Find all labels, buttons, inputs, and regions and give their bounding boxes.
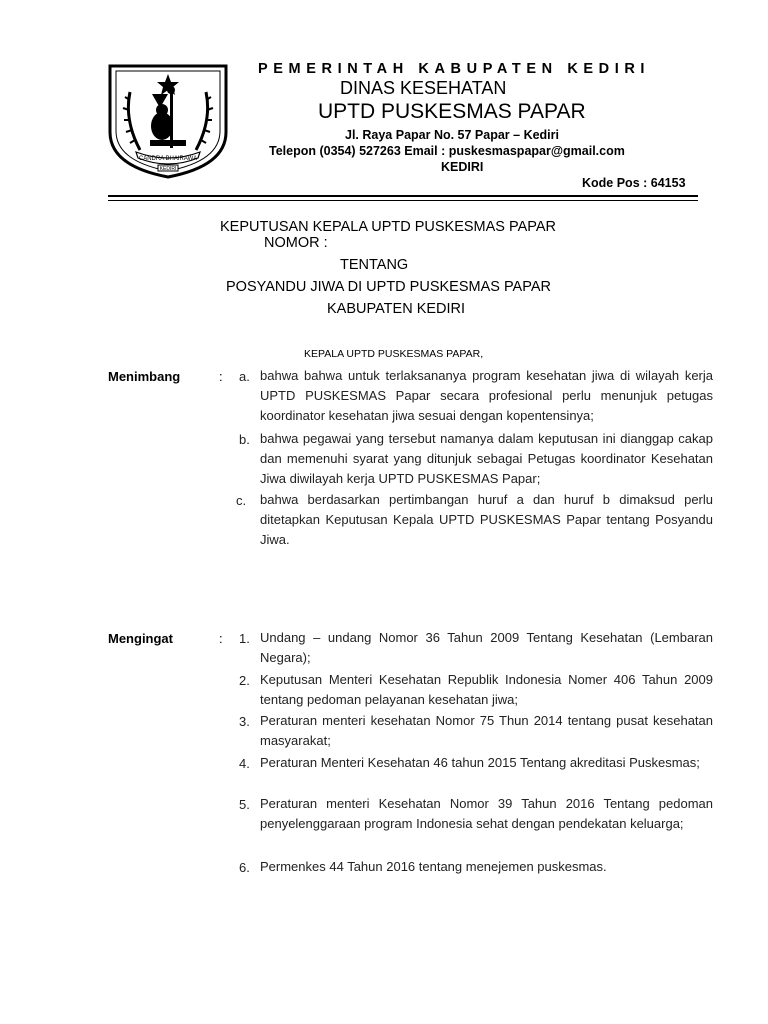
mengingat-marker-2: 2. <box>239 673 250 688</box>
agency-name: DINAS KESEHATAN <box>340 78 507 98</box>
address: Jl. Raya Papar No. 57 Papar – Kediri <box>345 128 559 142</box>
contact-line: Telepon (0354) 527263 Email : puskesmaspapar@gmail.com <box>269 144 625 158</box>
city: KEDIRI <box>441 160 484 174</box>
mengingat-item-5: Peraturan menteri Kesehatan Nomor 39 Tahun 2016 Tentang pedoman penyelenggaraan program Indonesia sehat dengan pendekatan keluarga; <box>260 796 713 831</box>
mengingat-marker-3: 3. <box>239 714 250 729</box>
menimbang-colon: : <box>219 369 223 384</box>
issuer-heading: KEPALA UPTD PUSKESMAS PAPAR, <box>304 348 484 360</box>
menimbang-marker-a: a. <box>239 369 250 384</box>
mengingat-marker-5: 5. <box>239 797 250 812</box>
mengingat-marker-6: 6. <box>239 860 250 875</box>
mengingat-marker-4: 4. <box>239 756 250 771</box>
mengingat-item-4: Peraturan Menteri Kesehatan 46 tahun 2015 Tentang akreditasi Puskesmas; <box>260 755 700 770</box>
kediri-regency-crest-icon <box>106 62 230 180</box>
menimbang-item-b: bahwa pegawai yang tersebut namanya dalam keputusan ini dianggap cakap dan memenuhi syarat yang ditunjuk sebagai Petugas koordinator Kesehatan Jiwa diwilayah kerja UPTD PUSKESMAS Papar; <box>260 431 713 486</box>
mengingat-colon: : <box>219 631 223 646</box>
letterhead-rule-thin <box>108 200 698 201</box>
postcode: Kode Pos : 64153 <box>582 176 686 190</box>
letterhead-rule-thick <box>108 195 698 197</box>
decree-region: KABUPATEN KEDIRI <box>327 301 466 317</box>
decree-number: NOMOR : <box>264 235 328 251</box>
logo-base-text: KEDIRI <box>159 166 177 172</box>
decree-title: KEPUTUSAN KEPALA UPTD PUSKESMAS PAPAR <box>220 219 557 235</box>
decree-tentang: TENTANG <box>340 257 409 273</box>
menimbang-item-a: bahwa bahwa untuk terlaksananya program kesehatan jiwa di wilayah kerja UPTD PUSKESMAS Papar secara profesional perlu menunjuk petugas koordinator kesehatan jiwa sesuai dengan kopentensinya; <box>260 368 713 423</box>
menimbang-marker-b: b. <box>239 432 250 447</box>
mengingat-item-6: Permenkes 44 Tahun 2016 tentang menejemen puskesmas. <box>260 859 607 874</box>
decree-subject: POSYANDU JIWA DI UPTD PUSKESMAS PAPAR <box>226 279 551 295</box>
regency-logo <box>106 62 230 180</box>
gov-name: PEMERINTAH KABUPATEN KEDIRI <box>258 61 651 77</box>
mengingat-item-1: Undang – undang Nomor 36 Tahun 2009 Tentang Kesehatan (Lembaran Negara); <box>260 630 713 665</box>
menimbang-item-c: bahwa berdasarkan pertimbangan huruf a dan huruf b dimaksud perlu ditetapkan Keputusan Kepala UPTD PUSKESMAS Papar tentang Posyandu Jiwa. <box>260 492 713 547</box>
office-name: UPTD PUSKESMAS PAPAR <box>318 100 586 123</box>
menimbang-label: Menimbang <box>108 369 181 384</box>
logo-ribbon-text: CANDRA BHAIRAWA <box>138 156 198 162</box>
mengingat-label: Mengingat <box>108 631 173 646</box>
mengingat-marker-1: 1. <box>239 631 250 646</box>
menimbang-marker-c: c. <box>236 493 247 508</box>
mengingat-item-2: Keputusan Menteri Kesehatan Republik Indonesia Nomer 406 Tahun 2009 tentang pedoman pelayanan kesehatan jiwa; <box>260 672 713 707</box>
mengingat-item-3: Peraturan menteri kesehatan Nomor 75 Thun 2014 tentang pusat kesehatan masyarakat; <box>260 713 713 748</box>
